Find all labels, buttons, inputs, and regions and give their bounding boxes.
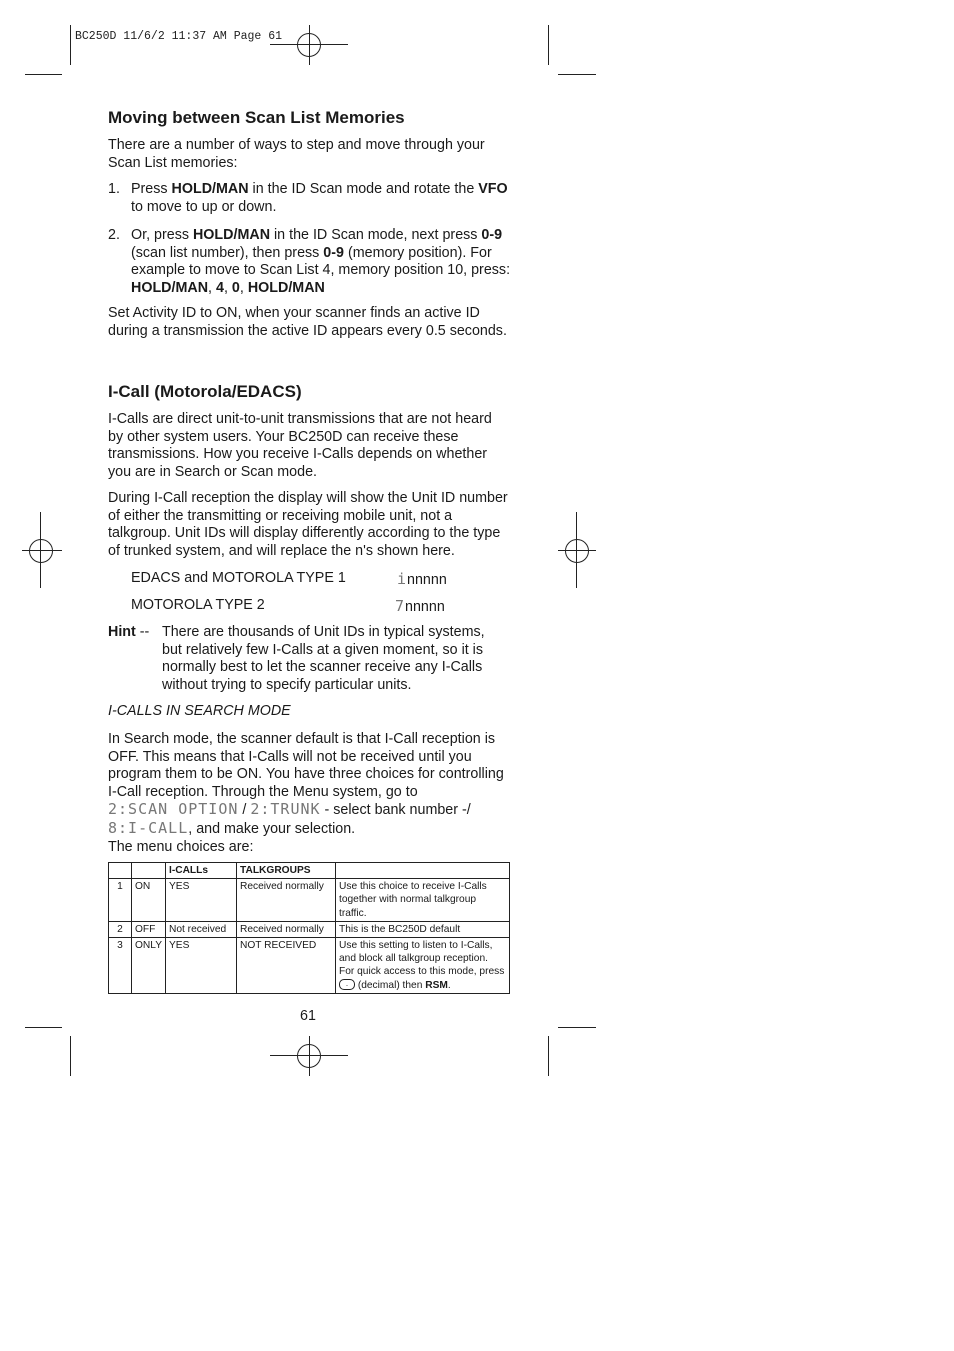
table-row [109, 938, 510, 994]
table-header-row [109, 863, 510, 879]
step-2-text: Or, press HOLD/MAN in the ID Scan mode, next press 0-9 (scan list number), then press 0-9 (memory position). For example to move to Scan List 4, memory position 10, press: HOLD/MAN, 4, 0, HOLD/MAN [131, 227, 511, 296]
table-cell: Use this choice to receive I-Calls together with normal talkgroup traffic. [336, 879, 510, 922]
crop-mark [548, 25, 549, 65]
crop-mark [558, 1027, 596, 1028]
step-number: 2. [108, 227, 120, 243]
search-mode-paragraph: In Search mode, the scanner default is that I-Call reception is OFF. This means that I-Calls will not be received until you program them to be ON. You have three choices for controlling I-Call reception. Through the Menu system, go to 2:SCAN OPTION / 2:TRUNK - select bank number -/ 8:I-CALL, and make your selection. The menu choices are: [108, 731, 504, 855]
page-number: 61 [300, 1008, 316, 1024]
type-value-edacs: innnnn [397, 570, 447, 588]
crop-mark [70, 1036, 71, 1076]
table-cell: ON [132, 879, 166, 922]
table-header [109, 863, 132, 879]
table-cell: YES [166, 938, 237, 994]
table-cell: YES [166, 879, 237, 922]
activity-id-note: Set Activity ID to ON, when your scanner finds an active ID during a transmission the active ID appears every 0.5 seconds. [108, 305, 507, 339]
table-header: TALKGROUPS [237, 863, 336, 879]
lcd-scan-option: 2:SCAN OPTION [108, 800, 239, 819]
type-row-edacs: EDACS and MOTOROLA TYPE 1 [131, 570, 346, 586]
table-cell: Received normally [237, 921, 336, 937]
crop-mark [70, 25, 71, 65]
table-row [109, 879, 510, 922]
section-title-icall: I-Call (Motorola/EDACS) [108, 382, 302, 401]
printer-slug: BC250D 11/6/2 11:37 AM Page 61 [75, 30, 283, 43]
subhead-search-mode: I-CALLS IN SEARCH MODE [108, 703, 291, 719]
scan-list-intro: There are a number of ways to step and move through your Scan List memories: [108, 137, 485, 171]
hint-label: Hint -- [108, 624, 150, 640]
table-cell: 1 [109, 879, 132, 922]
hint-text: There are thousands of Unit IDs in typical systems, but relatively few I-Calls at a given moment, so it is normally best to let the scanner receive any I-Calls without trying to specify particular units. [162, 624, 485, 693]
table-cell: NOT RECEIVED [237, 938, 336, 994]
lcd-trunk: 2:TRUNK [250, 800, 321, 819]
section-title-scan-list: Moving between Scan List Memories [108, 108, 405, 127]
table-cell: 2 [109, 921, 132, 937]
icall-intro: I-Calls are direct unit-to-unit transmissions that are not heard by other system users. Your BC250D can receive these transmissions. How you receive I-Calls depends on whether you are in Search or Scan mode. [108, 411, 492, 480]
table-header [336, 863, 510, 879]
decimal-key-icon: . [339, 979, 355, 990]
table-row [109, 921, 510, 937]
table-cell: ONLY [132, 938, 166, 994]
type-row-motorola2: MOTOROLA TYPE 2 [131, 597, 265, 613]
step-number: 1. [108, 181, 120, 197]
crop-mark [548, 1036, 549, 1076]
table-cell: Not received [166, 921, 237, 937]
type-value-motorola2: 7nnnnn [395, 597, 445, 615]
menu-choices-table [108, 862, 510, 994]
table-cell: OFF [132, 921, 166, 937]
step-1-text: Press HOLD/MAN in the ID Scan mode and rotate the VFO to move to up or down. [131, 181, 508, 215]
table-cell: Received normally [237, 879, 336, 922]
table-cell: This is the BC250D default [336, 921, 510, 937]
crop-mark [25, 1027, 62, 1028]
table-header: I-CALLs [166, 863, 237, 879]
table-cell: 3 [109, 938, 132, 994]
icall-display-note: During I-Call reception the display will show the Unit ID number of either the transmitting or receiving mobile unit, not a talkgroup. Unit IDs will display differently according to the type of trunked system, and will replace the n's shown here. [108, 490, 508, 559]
crop-mark [558, 74, 596, 75]
table-cell: Use this setting to listen to I-Calls, and block all talkgroup reception. For quick access to this mode, press . (decimal) then RSM. [336, 938, 510, 994]
crop-mark [25, 74, 62, 75]
lcd-icall: 8:I-CALL [108, 818, 189, 837]
table-header [132, 863, 166, 879]
